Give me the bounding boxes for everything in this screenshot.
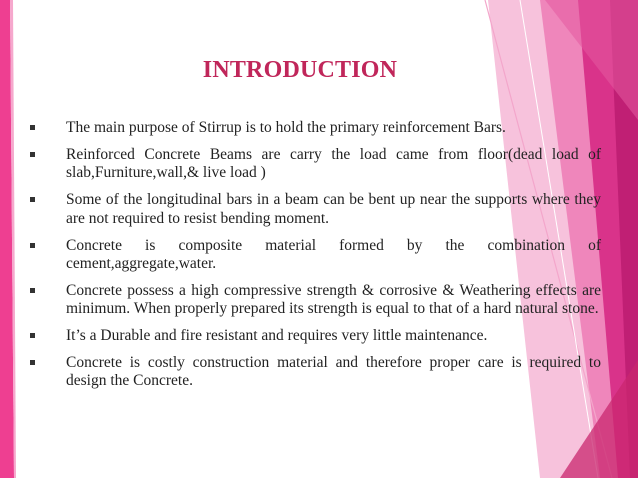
square-bullet-icon (30, 125, 35, 130)
square-bullet-icon (30, 288, 35, 293)
bullet-text: Concrete is composite material formed by the combination of cement,aggregate,water. (66, 236, 601, 272)
square-bullet-icon (30, 360, 35, 365)
bullet-text: Concrete is costly construction material and therefore proper care is required to design the Concrete. (66, 354, 601, 390)
bullet-text: Reinforced Concrete Beams are carry the load came from floor(dead load of slab,Furniture,wall,& live load ) (66, 145, 601, 182)
bullet-item (30, 191, 601, 228)
bullet-text: The main purpose of Stirrup is to hold the primary reinforcement Bars. (66, 119, 506, 136)
square-bullet-icon (30, 152, 35, 157)
bullet-item (30, 146, 601, 183)
bullet-text: It’s a Durable and fire resistant and requires very little maintenance. (66, 327, 488, 345)
bullet-text: Some of the longitudinal bars in a beam can be bent up near the supports where they are not required to resist bending moment. (66, 191, 601, 227)
square-bullet-icon (30, 197, 35, 202)
slide-title: INTRODUCTION (202, 57, 398, 83)
square-bullet-icon (30, 243, 35, 248)
bullet-item (30, 282, 601, 319)
bullet-item (30, 237, 601, 274)
bullet-item (30, 327, 601, 345)
bullet-list (30, 119, 601, 399)
bullet-item (30, 119, 601, 137)
bullet-item (30, 354, 601, 391)
square-bullet-icon (30, 333, 35, 338)
bullet-text: Concrete possess a high compressive strength & corrosive & Weathering effects are minimum. When properly prepared its strength is equal to that of a hard natural stone. (66, 281, 601, 318)
